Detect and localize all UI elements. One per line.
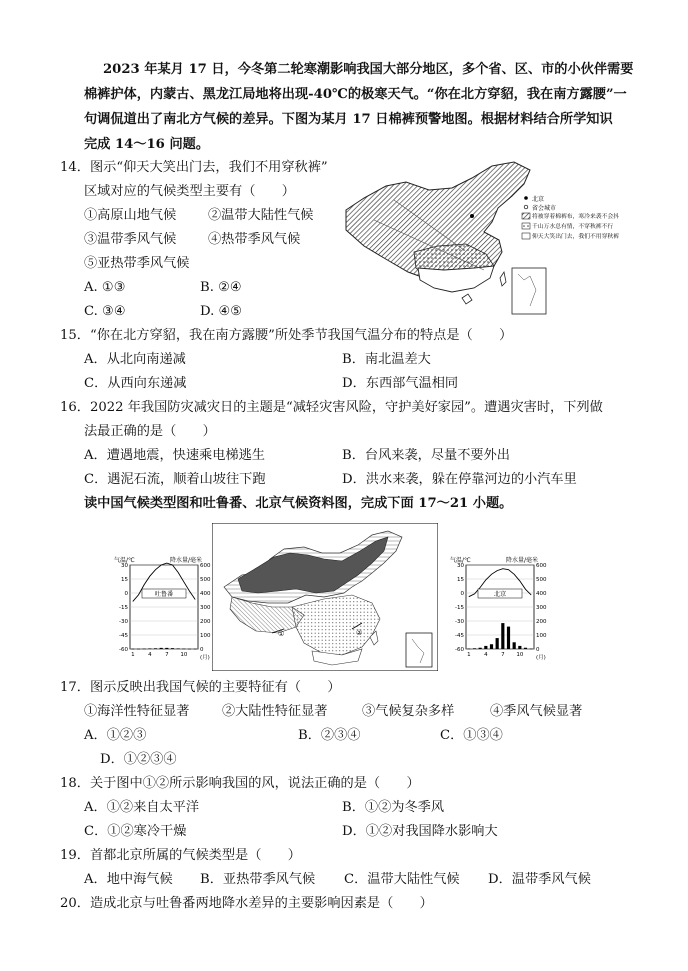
intro-line-3: 句调侃道出了南北方气候的差异。下图为某月 17 日棉裤预警地图。根据材料结合所学知识 [84,112,613,127]
beijing-precip-bar [479,648,482,649]
q14-option-2: ②温带大陆性气候 [208,208,314,223]
q16-choice-d: D．洪水来袭，躲在停靠河边的小汽车里 [342,472,577,487]
turpan-xtick-label: 4 [148,652,152,658]
q14-choice-b: B. ②④ [200,280,242,295]
q19-choice-b: B．亚热带季风气候 [200,872,316,887]
turpan-precip-bar [160,648,163,649]
beijing-x-unit: (月) [536,655,546,661]
turpan-precip-bar [131,649,134,650]
legend-blank-label: 仰天大笑出门去，我们不用穿秋裤 [532,234,619,240]
beijing-y2tick-label: 500 [536,577,547,583]
wind-label-1: ① [278,630,285,638]
q14-stem-line-2: 区域对应的气候类型主要有（ ） [84,184,295,199]
turpan-ytick-label: -15 [119,605,128,611]
q16-stem-line-2: 法最正确的是（ ） [84,424,216,439]
turpan-precip-bar [194,649,197,650]
beijing-precip-bar [513,642,516,649]
beijing-precip-bar [507,627,510,649]
q14-option-5: ⑤亚热带季风气候 [84,256,190,271]
beijing-xtick-label: 1 [467,652,471,658]
beijing-precip-bar [467,649,470,650]
q17-option-2: ②大陆性特征显著 [222,704,328,719]
turpan-ylabel-right: 降水量/毫米 [170,557,203,564]
q18-choice-c: C．①②寒冷干燥 [84,824,187,839]
turpan-precip-bar [154,648,157,649]
turpan-ylabel-left: 气温/℃ [114,557,135,564]
turpan-y2tick-label: 200 [200,619,211,625]
q15-stem: 15．“你在北方穿貂，我在南方露腰”所处季节我国气温分布的特点是（ ） [60,328,513,343]
beijing-ylabel-right: 降水量/毫米 [506,557,539,564]
q18-choice-b: B．①②为冬季风 [342,800,445,815]
beijing-xtick-label: 10 [516,652,524,658]
beijing-y2tick-label: 0 [536,647,540,653]
q17-option-3: ③气候复杂多样 [362,704,455,719]
turpan-y2tick-label: 600 [200,563,211,569]
q18-stem: 18．关于图中①②所示影响我国的风，说法正确的是（ ） [60,776,420,791]
beijing-ytick-label: -15 [455,605,464,611]
q14-choice-a: A. ①③ [84,280,126,295]
beijing-precip-bar [518,646,521,649]
q14-choice-d: D. ④⑤ [200,304,243,319]
beijing-ylabel-left: 气温/℃ [450,557,471,564]
turpan-ytick-label: -30 [119,619,128,625]
turpan-y2tick-label: 400 [200,591,211,597]
q14-option-3: ③温带季风气候 [84,232,177,247]
q17-stem: 17．图示反映出我国气候的主要特征有（ ） [60,680,341,695]
beijing-y2tick-label: 600 [536,563,547,569]
q15-choice-a: A．从北向南递减 [84,352,186,367]
legend-hatch-swatch [522,213,530,219]
turpan-y2tick-label: 500 [200,577,211,583]
q14-choice-c: C. ③④ [84,304,126,319]
legend-dots-label: 千山万水总有情，不穿秋裤不行 [532,224,614,230]
q16-choice-a: A．遭遇地震，快速乘电梯逃生 [84,448,265,463]
q19-choice-d: D．温带季风气候 [488,872,591,887]
beijing-xtick-label: 7 [501,652,505,658]
q14-option-1: ①高原山地气候 [84,208,177,223]
beijing-y2tick-label: 400 [536,591,547,597]
beijing-ytick-label: -45 [455,633,464,639]
turpan-precip-bar [143,649,146,650]
q17-choice-c: C．①③④ [440,728,503,743]
turpan-y2tick-label: 100 [200,633,211,639]
q14-option-4: ④热带季风气候 [208,232,301,247]
q17-option-4: ④季风气候显著 [490,704,583,719]
q16-choice-c: C．遇泥石流，顺着山坡往下跑 [84,472,266,487]
taiwan-island [500,272,506,286]
turpan-precip-bar [165,648,168,649]
turpan-ytick-label: 0 [124,591,128,597]
beijing-y2tick-label: 200 [536,619,547,625]
turpan-precip-bar [177,648,180,649]
q18-choice-d: D．①②对我国降水影响大 [342,824,498,839]
legend-capital-label: 省会城市 [532,205,557,212]
map-legend [522,195,619,240]
q14-stem-line-1: 14．图示“仰天大笑出门去，我们不用穿秋裤” [60,160,328,175]
q19-choice-a: A．地中海气候 [84,872,173,887]
q15-choice-b: B．南北温差大 [342,352,431,367]
legend-beijing-symbol [524,196,528,200]
climate-chart-turpan [112,555,216,663]
turpan-xtick-label: 7 [165,652,169,658]
china-climate-types-map [212,523,438,671]
q17-choice-b: B．②③④ [298,728,361,743]
beijing-precip-bar [490,644,493,649]
q15-choice-d: D．东西部气温相同 [342,376,459,391]
legend-beijing-label: 北京 [532,196,545,203]
legend-blank-swatch [522,233,530,239]
beijing-ytick-label: -60 [455,647,464,653]
wind-label-2: ② [356,629,363,637]
q17-option-1: ①海洋性特征显著 [84,704,190,719]
intro-line-1: 2023 年某月 17 日，今冬第二轮寒潮影响我国大部分地区，多个省、区、市的小伙伴需要 [103,62,634,77]
beijing-ytick-label: 30 [457,563,464,569]
beijing-ytick-label: -30 [455,619,464,625]
turpan-ytick-label: -60 [119,647,128,653]
south-china-sea-inset [406,633,432,667]
beijing-precip-bar [496,638,499,649]
blank-region [418,266,494,292]
legend-capital-symbol [524,205,528,209]
turpan-precip-bar [137,649,140,650]
turpan-x-unit: (月) [200,655,210,661]
beijing-precip-bar [473,648,476,649]
q15-choice-c: C．从西向东递减 [84,376,187,391]
turpan-city-label: 吐鲁番 [154,591,174,598]
beijing-precip-bar [501,623,504,649]
hainan-island [462,294,472,304]
q16-stem-line-1: 16．2022 年我国防灾减灾日的主题是“减轻灾害风险，守护美好家园”。遭遇灾害时，下列做 [60,400,603,415]
climate-chart-beijing [448,555,560,663]
beijing-precip-bar [484,646,487,649]
beijing-y2tick-label: 100 [536,633,547,639]
turpan-y2tick-label: 300 [200,605,211,611]
turpan-ytick-label: 30 [121,563,128,569]
intro-line-2: 棉裤护体，内蒙古、黑龙江局地将出现-40℃的极寒天气。“你在北方穿貂，我在南方露腰”一 [84,87,627,102]
turpan-precip-bar [182,649,185,650]
q16-choice-b: B．台风来袭，尽量不要外出 [342,448,510,463]
q17-choice-a: A．①②③ [84,728,147,743]
beijing-xtick-label: 4 [484,652,488,658]
beijing-precip-bar [530,649,533,650]
turpan-precip-bar [171,648,174,649]
q19-choice-c: C．温带大陆性气候 [344,872,460,887]
legend-dots-swatch [522,223,530,229]
legend-hatch-label: 将被穿着棉裤布，寒冷来袭不会抖 [532,214,619,220]
q19-stem: 19．首都北京所属的气候类型是（ ） [60,848,301,863]
beijing-precip-bar [524,648,527,649]
beijing-marker [470,214,474,218]
q18-choice-a: A．①②来自太平洋 [84,800,200,815]
turpan-xtick-label: 10 [180,652,188,658]
turpan-precip-bar [188,649,191,650]
turpan-ytick-label: 15 [121,577,128,583]
turpan-ytick-label: -45 [119,633,128,639]
china-warning-map [334,160,642,318]
beijing-city-label: 北京 [493,591,507,598]
section-2-heading: 读中国气候类型图和吐鲁番、北京气候资料图，完成下面 17～21 小题。 [84,496,513,511]
beijing-ytick-label: 0 [460,591,464,597]
turpan-precip-bar [148,648,151,649]
q17-choice-d: D．①②③④ [100,752,177,767]
beijing-y2tick-label: 300 [536,605,547,611]
beijing-ytick-label: 15 [457,577,464,583]
turpan-xtick-label: 1 [131,652,135,658]
intro-line-4: 完成 14～16 问题。 [84,137,210,152]
q20-stem: 20．造成北京与吐鲁番两地降水差异的主要影响因素是（ ） [60,896,433,911]
turpan-y2tick-label: 0 [200,647,204,653]
south-china-sea-inset [512,268,546,314]
